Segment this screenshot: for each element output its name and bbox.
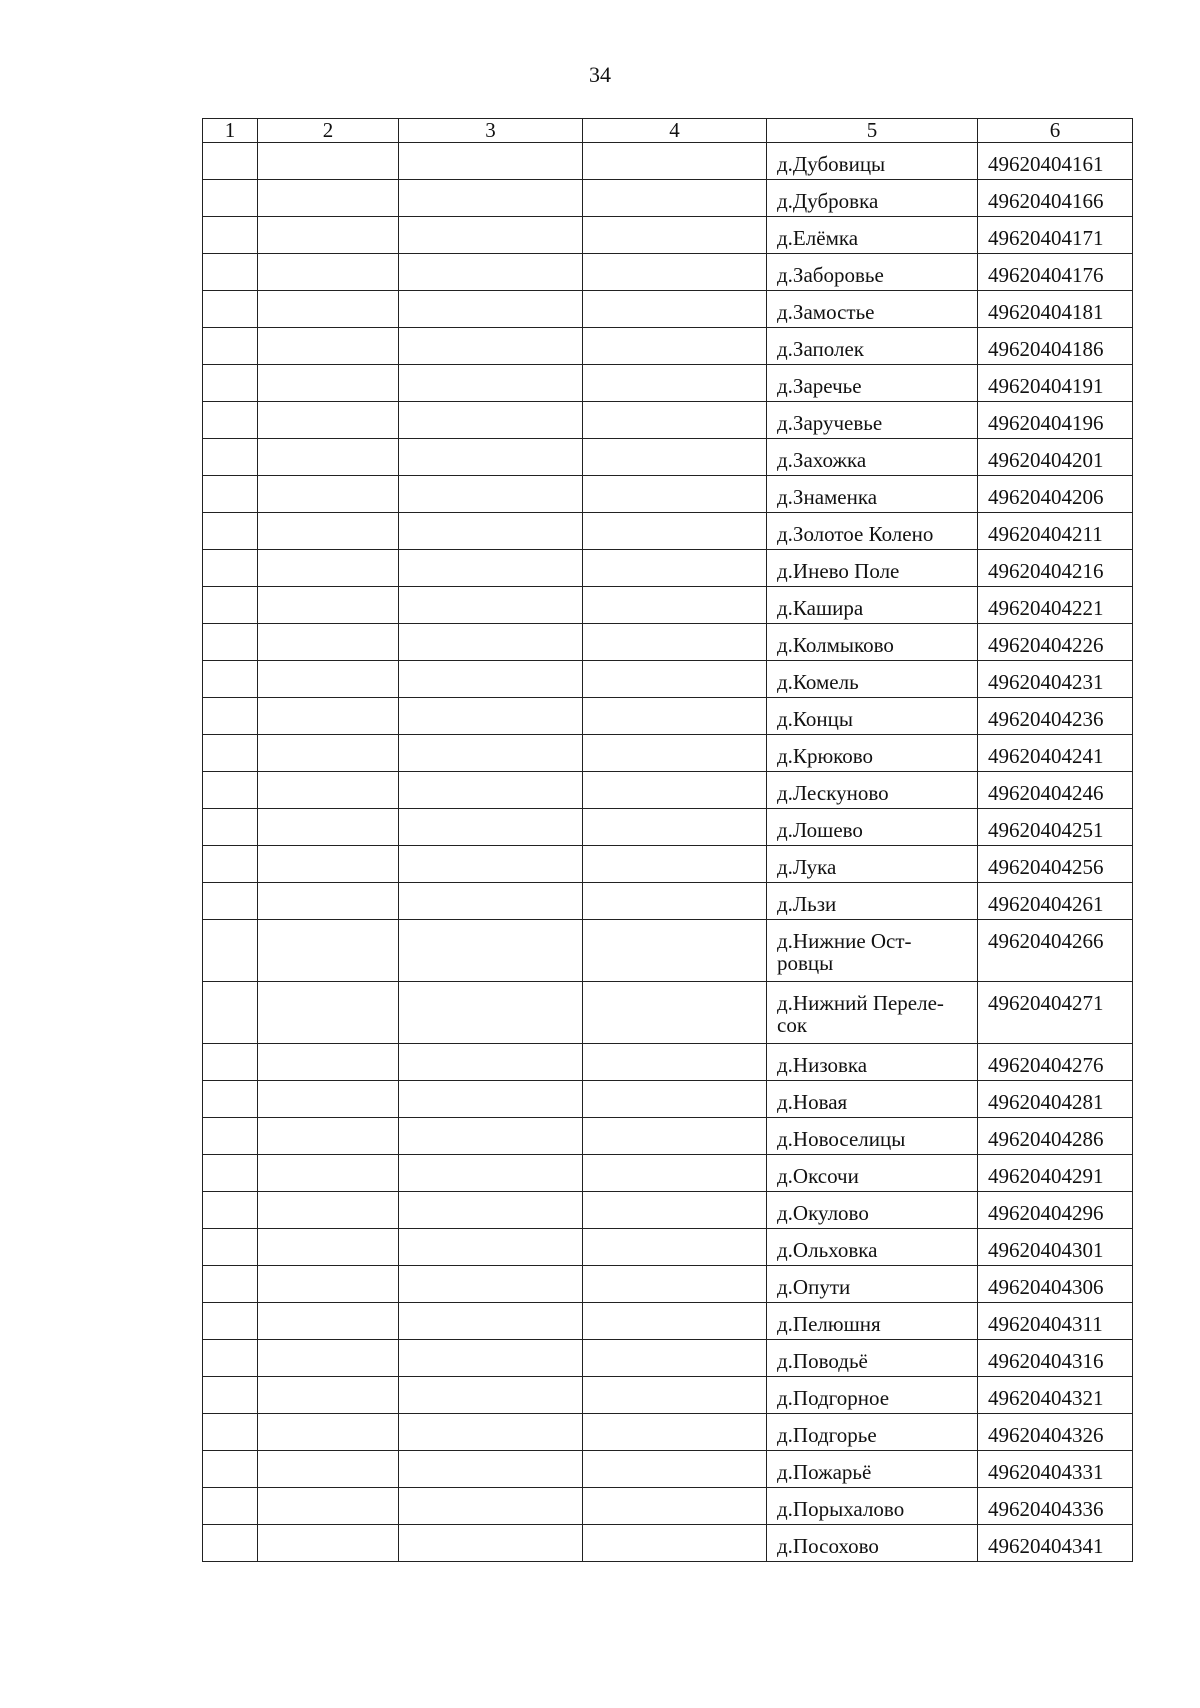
- empty-cell-col-1: [203, 883, 258, 920]
- table-row: [203, 143, 1133, 180]
- settlement-code-cell: 49620404241: [978, 735, 1133, 772]
- empty-cell-col-2: [258, 513, 399, 550]
- empty-cell-col-2: [258, 1340, 399, 1377]
- settlement-name-cell: д.Оксочи: [767, 1155, 978, 1192]
- table-row: [203, 982, 1133, 1044]
- settlement-code-cell: 49620404226: [978, 624, 1133, 661]
- settlement-name-cell: д.Комель: [767, 661, 978, 698]
- empty-cell-col-1: [203, 1044, 258, 1081]
- empty-cell-col-4: [583, 1118, 767, 1155]
- empty-cell-col-2: [258, 1377, 399, 1414]
- settlement-name-cell: д.Заполек: [767, 328, 978, 365]
- empty-cell-col-1: [203, 1451, 258, 1488]
- empty-cell-col-3: [399, 328, 583, 365]
- settlement-code-cell: 49620404261: [978, 883, 1133, 920]
- empty-cell-col-4: [583, 1303, 767, 1340]
- settlement-code-cell: 49620404326: [978, 1414, 1133, 1451]
- empty-cell-col-4: [583, 1377, 767, 1414]
- empty-cell-col-2: [258, 1192, 399, 1229]
- empty-cell-col-4: [583, 254, 767, 291]
- table-row: [203, 1340, 1133, 1377]
- empty-cell-col-4: [583, 1488, 767, 1525]
- settlement-name-cell: д.Инево Поле: [767, 550, 978, 587]
- settlement-code-cell: 49620404331: [978, 1451, 1133, 1488]
- empty-cell-col-2: [258, 661, 399, 698]
- empty-cell-col-2: [258, 217, 399, 254]
- empty-cell-col-3: [399, 550, 583, 587]
- table-row: [203, 1303, 1133, 1340]
- settlement-name-cell: д.Захожка: [767, 439, 978, 476]
- empty-cell-col-4: [583, 439, 767, 476]
- header-row: [203, 119, 1133, 143]
- table-row: [203, 439, 1133, 476]
- settlement-code-cell: 49620404196: [978, 402, 1133, 439]
- settlement-name-cell: д.Знаменка: [767, 476, 978, 513]
- settlement-code-cell: 49620404296: [978, 1192, 1133, 1229]
- empty-cell-col-1: [203, 1488, 258, 1525]
- table-row: [203, 402, 1133, 439]
- empty-cell-col-1: [203, 1266, 258, 1303]
- settlement-code-cell: 49620404281: [978, 1081, 1133, 1118]
- table-row: [203, 1414, 1133, 1451]
- empty-cell-col-4: [583, 1414, 767, 1451]
- empty-cell-col-3: [399, 735, 583, 772]
- table-row: [203, 476, 1133, 513]
- column-header-1: 1: [203, 119, 258, 143]
- empty-cell-col-1: [203, 439, 258, 476]
- empty-cell-col-1: [203, 254, 258, 291]
- table-row: [203, 550, 1133, 587]
- column-header-4: 4: [583, 119, 767, 143]
- settlement-code-cell: 49620404291: [978, 1155, 1133, 1192]
- settlement-name-cell: д.Елёмка: [767, 217, 978, 254]
- empty-cell-col-3: [399, 883, 583, 920]
- settlement-name-cell: д.Посохово: [767, 1525, 978, 1562]
- settlement-name-cell: д.Лошево: [767, 809, 978, 846]
- empty-cell-col-4: [583, 217, 767, 254]
- settlement-name-cell: д.Низовка: [767, 1044, 978, 1081]
- empty-cell-col-1: [203, 1303, 258, 1340]
- table-row: [203, 1081, 1133, 1118]
- settlement-code-cell: 49620404236: [978, 698, 1133, 735]
- empty-cell-col-1: [203, 1118, 258, 1155]
- settlement-name-cell: д.Замостье: [767, 291, 978, 328]
- empty-cell-col-2: [258, 1044, 399, 1081]
- empty-cell-col-1: [203, 624, 258, 661]
- empty-cell-col-2: [258, 1266, 399, 1303]
- empty-cell-col-3: [399, 1525, 583, 1562]
- empty-cell-col-2: [258, 698, 399, 735]
- table-row: [203, 1451, 1133, 1488]
- settlement-name-cell: д.Нижний Переле- сок: [767, 982, 978, 1044]
- settlement-code-cell: 49620404201: [978, 439, 1133, 476]
- empty-cell-col-2: [258, 1414, 399, 1451]
- empty-cell-col-1: [203, 328, 258, 365]
- settlement-name-cell: д.Опути: [767, 1266, 978, 1303]
- empty-cell-col-1: [203, 402, 258, 439]
- empty-cell-col-4: [583, 698, 767, 735]
- table-row: [203, 698, 1133, 735]
- empty-cell-col-1: [203, 1414, 258, 1451]
- settlement-name-cell: д.Крюково: [767, 735, 978, 772]
- settlement-code-cell: 49620404341: [978, 1525, 1133, 1562]
- empty-cell-col-3: [399, 1081, 583, 1118]
- empty-cell-col-2: [258, 1118, 399, 1155]
- table-row: [203, 1118, 1133, 1155]
- empty-cell-col-4: [583, 328, 767, 365]
- settlement-name-cell: д.Новая: [767, 1081, 978, 1118]
- settlement-name-cell: д.Порыхалово: [767, 1488, 978, 1525]
- empty-cell-col-4: [583, 661, 767, 698]
- settlement-code-cell: 49620404251: [978, 809, 1133, 846]
- settlement-code-cell: 49620404316: [978, 1340, 1133, 1377]
- table-row: [203, 735, 1133, 772]
- settlement-name-cell: д.Окулово: [767, 1192, 978, 1229]
- empty-cell-col-2: [258, 809, 399, 846]
- settlement-code-cell: 49620404301: [978, 1229, 1133, 1266]
- table-row: [203, 883, 1133, 920]
- empty-cell-col-1: [203, 550, 258, 587]
- empty-cell-col-1: [203, 698, 258, 735]
- table-row: [203, 920, 1133, 982]
- empty-cell-col-3: [399, 1377, 583, 1414]
- empty-cell-col-3: [399, 180, 583, 217]
- empty-cell-col-3: [399, 982, 583, 1044]
- page-number: 34: [589, 62, 611, 87]
- empty-cell-col-2: [258, 254, 399, 291]
- table-row: [203, 1525, 1133, 1562]
- empty-cell-col-3: [399, 661, 583, 698]
- settlement-code-cell: 49620404221: [978, 587, 1133, 624]
- empty-cell-col-3: [399, 624, 583, 661]
- empty-cell-col-4: [583, 1044, 767, 1081]
- empty-cell-col-3: [399, 254, 583, 291]
- table-row: [203, 1266, 1133, 1303]
- empty-cell-col-3: [399, 513, 583, 550]
- empty-cell-col-2: [258, 328, 399, 365]
- settlement-code-cell: 49620404246: [978, 772, 1133, 809]
- empty-cell-col-3: [399, 476, 583, 513]
- empty-cell-col-1: [203, 1192, 258, 1229]
- table-row: [203, 1044, 1133, 1081]
- empty-cell-col-3: [399, 809, 583, 846]
- settlement-code-cell: 49620404256: [978, 846, 1133, 883]
- empty-cell-col-3: [399, 1229, 583, 1266]
- empty-cell-col-3: [399, 217, 583, 254]
- empty-cell-col-2: [258, 624, 399, 661]
- empty-cell-col-4: [583, 476, 767, 513]
- empty-cell-col-2: [258, 180, 399, 217]
- empty-cell-col-3: [399, 1118, 583, 1155]
- settlement-name-cell: д.Кашира: [767, 587, 978, 624]
- empty-cell-col-4: [583, 809, 767, 846]
- table-row: [203, 772, 1133, 809]
- table-row: [203, 291, 1133, 328]
- settlement-code-cell: 49620404336: [978, 1488, 1133, 1525]
- settlement-code-cell: 49620404186: [978, 328, 1133, 365]
- empty-cell-col-4: [583, 1451, 767, 1488]
- settlement-code-cell: 49620404231: [978, 661, 1133, 698]
- empty-cell-col-3: [399, 772, 583, 809]
- table-row: [203, 328, 1133, 365]
- table-row: [203, 1192, 1133, 1229]
- empty-cell-col-4: [583, 735, 767, 772]
- table-row: [203, 180, 1133, 217]
- empty-cell-col-4: [583, 1229, 767, 1266]
- empty-cell-col-3: [399, 846, 583, 883]
- empty-cell-col-4: [583, 513, 767, 550]
- empty-cell-col-4: [583, 1340, 767, 1377]
- settlement-code-cell: 49620404206: [978, 476, 1133, 513]
- settlement-name-cell: д.Пожарьё: [767, 1451, 978, 1488]
- table-row: [203, 809, 1133, 846]
- table-row: [203, 365, 1133, 402]
- empty-cell-col-4: [583, 1525, 767, 1562]
- empty-cell-col-3: [399, 1488, 583, 1525]
- empty-cell-col-1: [203, 1525, 258, 1562]
- settlement-name-cell: д.Лескуново: [767, 772, 978, 809]
- empty-cell-col-1: [203, 143, 258, 180]
- settlements-table: [202, 118, 1133, 1562]
- settlement-name-cell: д.Льзи: [767, 883, 978, 920]
- empty-cell-col-2: [258, 1451, 399, 1488]
- table-body: [203, 143, 1133, 1562]
- table-row: [203, 846, 1133, 883]
- settlement-name-cell: д.Концы: [767, 698, 978, 735]
- empty-cell-col-3: [399, 1266, 583, 1303]
- empty-cell-col-1: [203, 587, 258, 624]
- settlement-code-cell: 49620404321: [978, 1377, 1133, 1414]
- settlement-code-cell: 49620404266: [978, 920, 1133, 982]
- empty-cell-col-2: [258, 846, 399, 883]
- column-header-3: 3: [399, 119, 583, 143]
- empty-cell-col-3: [399, 1044, 583, 1081]
- empty-cell-col-2: [258, 291, 399, 328]
- empty-cell-col-2: [258, 920, 399, 982]
- settlement-code-cell: 49620404166: [978, 180, 1133, 217]
- empty-cell-col-1: [203, 217, 258, 254]
- empty-cell-col-2: [258, 1229, 399, 1266]
- empty-cell-col-2: [258, 772, 399, 809]
- empty-cell-col-1: [203, 1229, 258, 1266]
- empty-cell-col-1: [203, 920, 258, 982]
- table-row: [203, 217, 1133, 254]
- table-row: [203, 1377, 1133, 1414]
- column-header-6: 6: [978, 119, 1133, 143]
- settlement-name-cell: д.Заручевье: [767, 402, 978, 439]
- table-row: [203, 254, 1133, 291]
- empty-cell-col-1: [203, 365, 258, 402]
- empty-cell-col-2: [258, 1488, 399, 1525]
- empty-cell-col-1: [203, 1155, 258, 1192]
- settlement-code-cell: 49620404171: [978, 217, 1133, 254]
- empty-cell-col-2: [258, 587, 399, 624]
- settlement-name-cell: д.Подгорье: [767, 1414, 978, 1451]
- settlement-code-cell: 49620404211: [978, 513, 1133, 550]
- table-row: [203, 624, 1133, 661]
- empty-cell-col-4: [583, 920, 767, 982]
- settlement-code-cell: 49620404306: [978, 1266, 1133, 1303]
- empty-cell-col-2: [258, 476, 399, 513]
- settlement-name-cell: д.Золотое Колено: [767, 513, 978, 550]
- table-row: [203, 1155, 1133, 1192]
- settlement-code-cell: 49620404271: [978, 982, 1133, 1044]
- empty-cell-col-1: [203, 846, 258, 883]
- empty-cell-col-1: [203, 735, 258, 772]
- empty-cell-col-4: [583, 180, 767, 217]
- empty-cell-col-3: [399, 1192, 583, 1229]
- empty-cell-col-3: [399, 402, 583, 439]
- empty-cell-col-2: [258, 550, 399, 587]
- empty-cell-col-1: [203, 1377, 258, 1414]
- empty-cell-col-1: [203, 1081, 258, 1118]
- settlement-code-cell: 49620404276: [978, 1044, 1133, 1081]
- empty-cell-col-3: [399, 920, 583, 982]
- table-row: [203, 1488, 1133, 1525]
- settlement-name-cell: д.Колмыково: [767, 624, 978, 661]
- empty-cell-col-3: [399, 1303, 583, 1340]
- empty-cell-col-3: [399, 291, 583, 328]
- settlement-name-cell: д.Подгорное: [767, 1377, 978, 1414]
- empty-cell-col-4: [583, 365, 767, 402]
- empty-cell-col-1: [203, 476, 258, 513]
- empty-cell-col-3: [399, 587, 583, 624]
- settlement-name-cell: д.Дубовицы: [767, 143, 978, 180]
- settlement-name-cell: д.Заборовье: [767, 254, 978, 291]
- empty-cell-col-2: [258, 1525, 399, 1562]
- settlement-name-cell: д.Дубровка: [767, 180, 978, 217]
- empty-cell-col-3: [399, 143, 583, 180]
- empty-cell-col-1: [203, 661, 258, 698]
- empty-cell-col-4: [583, 1192, 767, 1229]
- table-row: [203, 661, 1133, 698]
- empty-cell-col-3: [399, 1155, 583, 1192]
- empty-cell-col-1: [203, 513, 258, 550]
- empty-cell-col-4: [583, 587, 767, 624]
- settlement-code-cell: 49620404181: [978, 291, 1133, 328]
- table-row: [203, 513, 1133, 550]
- empty-cell-col-2: [258, 143, 399, 180]
- empty-cell-col-4: [583, 772, 767, 809]
- empty-cell-col-1: [203, 291, 258, 328]
- empty-cell-col-1: [203, 809, 258, 846]
- empty-cell-col-4: [583, 846, 767, 883]
- settlement-name-cell: д.Ольховка: [767, 1229, 978, 1266]
- empty-cell-col-3: [399, 365, 583, 402]
- settlement-name-cell: д.Нижние Ост- ровцы: [767, 920, 978, 982]
- column-header-5: 5: [767, 119, 978, 143]
- empty-cell-col-2: [258, 1081, 399, 1118]
- empty-cell-col-4: [583, 1266, 767, 1303]
- empty-cell-col-3: [399, 1451, 583, 1488]
- empty-cell-col-3: [399, 439, 583, 476]
- empty-cell-col-1: [203, 982, 258, 1044]
- empty-cell-col-1: [203, 1340, 258, 1377]
- empty-cell-col-4: [583, 1155, 767, 1192]
- empty-cell-col-4: [583, 1081, 767, 1118]
- empty-cell-col-3: [399, 1414, 583, 1451]
- settlement-name-cell: д.Поводьё: [767, 1340, 978, 1377]
- empty-cell-col-2: [258, 883, 399, 920]
- empty-cell-col-3: [399, 698, 583, 735]
- table-row: [203, 1229, 1133, 1266]
- empty-cell-col-4: [583, 883, 767, 920]
- table-row: [203, 587, 1133, 624]
- settlement-code-cell: 49620404191: [978, 365, 1133, 402]
- settlement-code-cell: 49620404161: [978, 143, 1133, 180]
- empty-cell-col-4: [583, 982, 767, 1044]
- empty-cell-col-1: [203, 180, 258, 217]
- settlement-code-cell: 49620404216: [978, 550, 1133, 587]
- empty-cell-col-2: [258, 365, 399, 402]
- empty-cell-col-4: [583, 143, 767, 180]
- empty-cell-col-2: [258, 402, 399, 439]
- empty-cell-col-4: [583, 624, 767, 661]
- empty-cell-col-3: [399, 1340, 583, 1377]
- settlement-name-cell: д.Заречье: [767, 365, 978, 402]
- empty-cell-col-2: [258, 735, 399, 772]
- column-header-2: 2: [258, 119, 399, 143]
- empty-cell-col-2: [258, 439, 399, 476]
- empty-cell-col-2: [258, 982, 399, 1044]
- empty-cell-col-1: [203, 772, 258, 809]
- empty-cell-col-4: [583, 291, 767, 328]
- settlement-code-cell: 49620404286: [978, 1118, 1133, 1155]
- settlement-name-cell: д.Новоселицы: [767, 1118, 978, 1155]
- settlement-name-cell: д.Пелюшня: [767, 1303, 978, 1340]
- settlement-code-cell: 49620404311: [978, 1303, 1133, 1340]
- empty-cell-col-2: [258, 1303, 399, 1340]
- empty-cell-col-4: [583, 550, 767, 587]
- settlement-name-cell: д.Лука: [767, 846, 978, 883]
- empty-cell-col-2: [258, 1155, 399, 1192]
- settlement-code-cell: 49620404176: [978, 254, 1133, 291]
- empty-cell-col-4: [583, 402, 767, 439]
